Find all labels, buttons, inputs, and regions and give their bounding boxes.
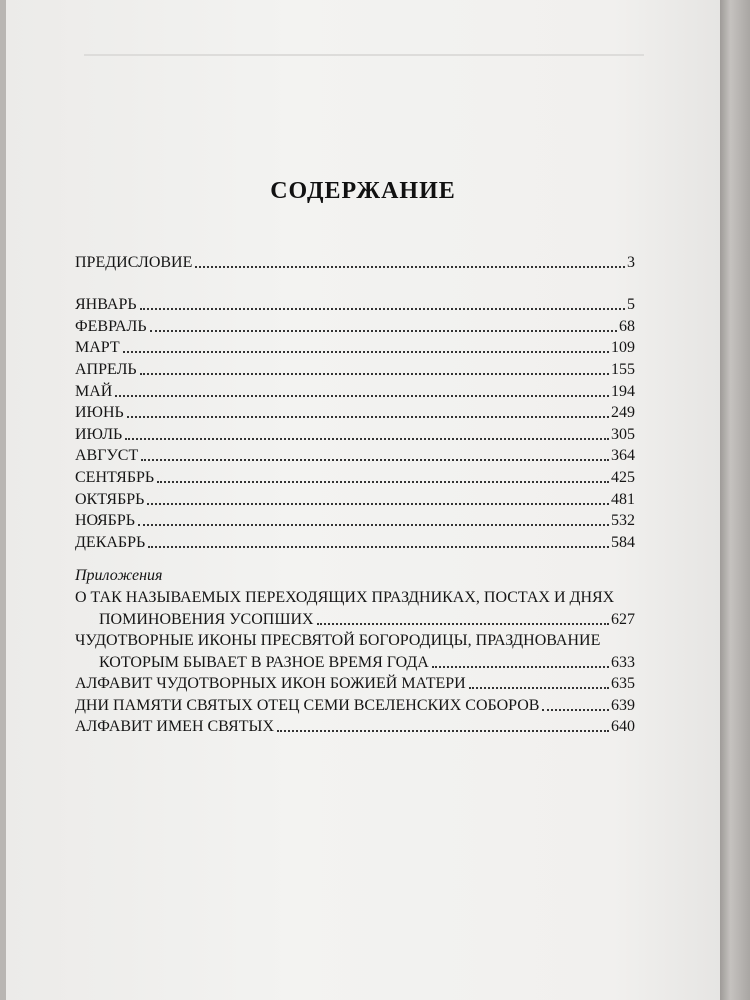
toc-entry-page: 425 — [611, 468, 635, 486]
toc-entry-page: 305 — [611, 425, 635, 443]
table-of-contents — [75, 250, 635, 736]
page-edge — [720, 0, 750, 1000]
toc-entry-label: ИЮНЬ — [75, 404, 124, 422]
toc-entry-appendix — [75, 672, 635, 694]
toc-entry-page: 481 — [611, 490, 635, 508]
toc-entry-appendix — [75, 585, 635, 628]
toc-entry-month — [75, 357, 635, 379]
dot-leader — [138, 524, 609, 526]
toc-entry-page: 3 — [627, 253, 635, 271]
toc-entry-label-line2: ПОМИНОВЕНИЯ УСОПШИХ — [99, 610, 314, 628]
toc-entry-label-line1: О ТАК НАЗЫВАЕМЫХ ПЕРЕХОДЯЩИХ ПРАЗДНИКАХ, ПОСТАХ И ДНЯХ — [75, 588, 615, 606]
toc-entry-label-line1: ЧУДОТВОРНЫЕ ИКОНЫ ПРЕСВЯТОЙ БОГОРОДИЦЫ, ПРАЗДНОВАНИЕ — [75, 632, 601, 650]
appendix-heading: Приложения — [75, 567, 163, 585]
toc-entry-label: ЯНВАРЬ — [75, 296, 137, 314]
toc-entry-month — [75, 379, 635, 401]
page-title: СОДЕРЖАНИЕ — [270, 178, 456, 204]
dot-leader — [317, 623, 609, 625]
toc-entry-page: 194 — [611, 382, 635, 400]
toc-entry-month — [75, 509, 635, 531]
toc-entry-page: 639 — [611, 696, 635, 714]
dot-leader — [140, 308, 625, 310]
bleed-through-header — [84, 24, 644, 56]
dot-leader — [542, 709, 609, 711]
dot-leader — [277, 730, 609, 732]
toc-entry-label: МАРТ — [75, 339, 120, 357]
toc-entry-page: 249 — [611, 404, 635, 422]
toc-entry-appendix — [75, 715, 635, 737]
toc-entry-page: 109 — [611, 339, 635, 357]
toc-entry-month — [75, 336, 635, 358]
toc-entry-label-line2: КОТОРЫМ БЫВАЕТ В РАЗНОЕ ВРЕМЯ ГОДА — [99, 653, 429, 671]
toc-entry-page: 640 — [611, 718, 635, 736]
toc-entry-month — [75, 465, 635, 487]
book-page — [6, 0, 720, 1000]
toc-entry-month — [75, 314, 635, 336]
toc-entry-month — [75, 530, 635, 552]
toc-entry-page: 68 — [619, 317, 635, 335]
toc-entry-label: ДНИ ПАМЯТИ СВЯТЫХ ОТЕЦ СЕМИ ВСЕЛЕНСКИХ СОБОРОВ — [75, 696, 540, 714]
toc-entry-month — [75, 487, 635, 509]
toc-entry-month — [75, 293, 635, 315]
toc-entry-label: ФЕВРАЛЬ — [75, 317, 147, 335]
toc-entry-page: 633 — [611, 653, 635, 671]
toc-entry-page: 635 — [611, 675, 635, 693]
dot-leader — [141, 459, 609, 461]
toc-entry-label: МАЙ — [75, 382, 113, 400]
dot-leader — [115, 395, 609, 397]
dot-leader — [432, 666, 609, 668]
toc-entry-page: 532 — [611, 512, 635, 530]
toc-entry-month — [75, 444, 635, 466]
toc-entry-label: ПРЕДИСЛОВИЕ — [75, 253, 193, 271]
toc-entry-label: ИЮЛЬ — [75, 425, 123, 443]
toc-entry-month — [75, 422, 635, 444]
dot-leader — [195, 266, 625, 268]
dot-leader — [140, 373, 609, 375]
toc-entry-label: АВГУСТ — [75, 447, 139, 465]
dot-leader — [123, 351, 609, 353]
toc-entry-page: 364 — [611, 447, 635, 465]
dot-leader — [147, 503, 609, 505]
toc-entry-label: НОЯБРЬ — [75, 512, 135, 530]
toc-entry-appendix — [75, 629, 635, 672]
toc-entry-label: ОКТЯБРЬ — [75, 490, 145, 508]
toc-entry-page: 584 — [611, 533, 635, 551]
toc-entry-label: АЛФАВИТ ИМЕН СВЯТЫХ — [75, 718, 274, 736]
toc-entry-page: 155 — [611, 360, 635, 378]
dot-leader — [150, 330, 617, 332]
toc-entry-label: АЛФАВИТ ЧУДОТВОРНЫХ ИКОН БОЖИЕЙ МАТЕРИ — [75, 675, 466, 693]
toc-entry-preface — [75, 250, 635, 272]
toc-entry-page: 627 — [611, 610, 635, 628]
dot-leader — [469, 687, 609, 689]
toc-entry-month — [75, 401, 635, 423]
toc-entry-label: АПРЕЛЬ — [75, 360, 137, 378]
dot-leader — [157, 481, 609, 483]
dot-leader — [148, 546, 609, 548]
toc-entry-appendix — [75, 693, 635, 715]
toc-entry-label: ДЕКАБРЬ — [75, 533, 146, 551]
toc-entry-page: 5 — [627, 296, 635, 314]
toc-entry-label: СЕНТЯБРЬ — [75, 468, 155, 486]
dot-leader — [127, 416, 609, 418]
dot-leader — [125, 438, 609, 440]
